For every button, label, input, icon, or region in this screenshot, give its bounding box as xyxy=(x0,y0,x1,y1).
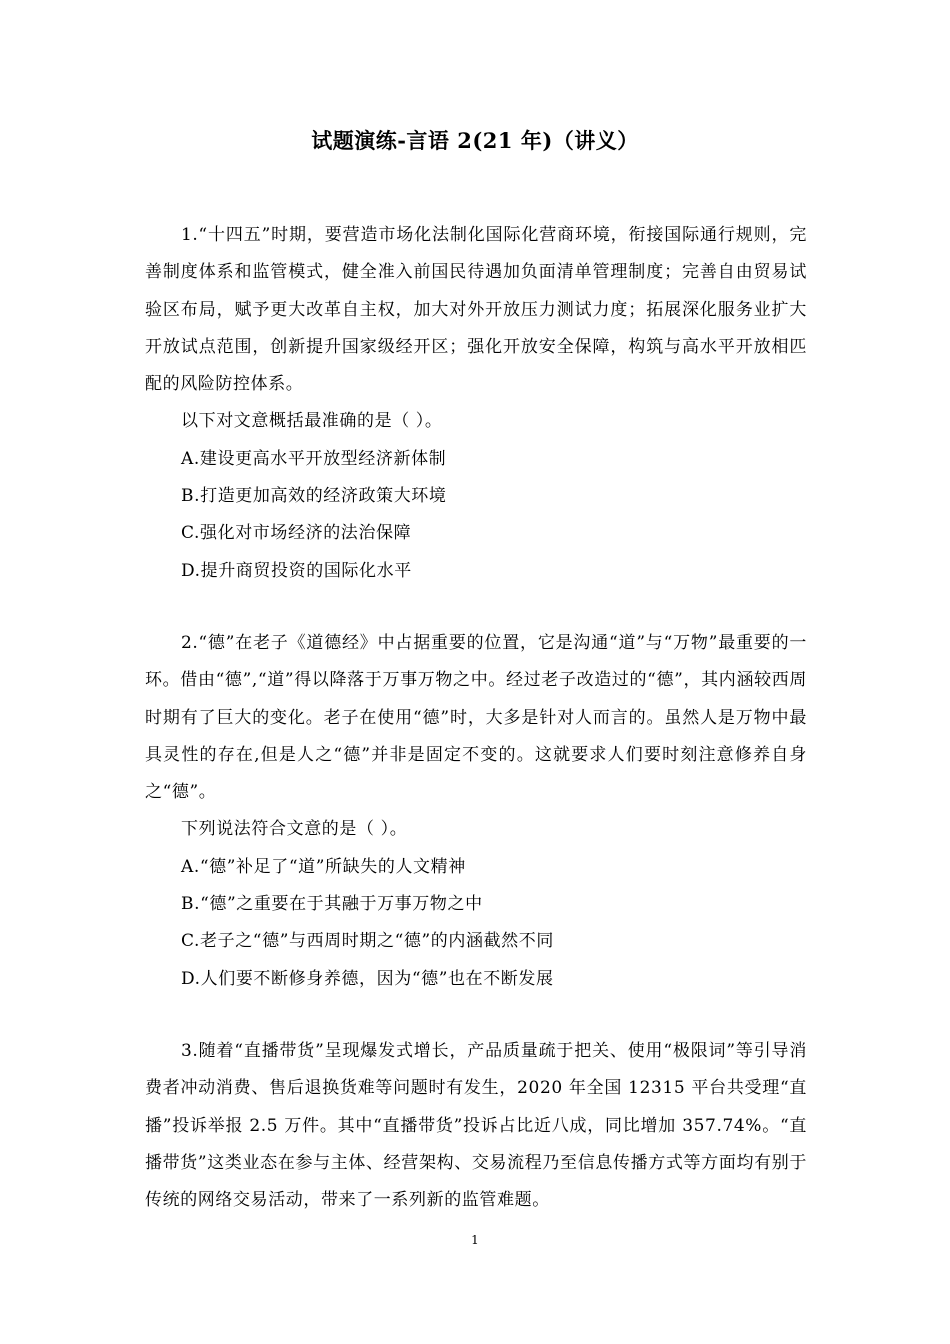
question-prompt: 以下对文意概括最准确的是（ ）。 xyxy=(181,411,443,432)
option-c: C.强化对市场经济的法治保障 xyxy=(181,523,412,544)
option-a: A.“德”补足了“道”所缺失的人文精神 xyxy=(181,856,466,877)
question-stem: 1.“十四五”时期，要营造市场化法制化国际化营商环境，衔接国际通行规则，完善制度体系和监管模式，健全准入前国民待遇加负面清单管理制度；完善自由贸易试验区布局，赋予更大改革自主权，加大对外开放压力测试力度；拓展深化服务业扩大开放试点范围，创新提升国家级经开区；强化开放安全保障，构筑与高水平开放相匹配的风险防控体系。 xyxy=(145,225,807,395)
page-number: 1 xyxy=(471,1233,479,1247)
page-title: 试题演练-言语 2(21 年)（讲义） xyxy=(311,128,639,153)
option-b: B.打造更加高效的经济政策大环境 xyxy=(181,486,447,507)
question-1 xyxy=(145,217,807,590)
question-stem: 3.随着“直播带货”呈现爆发式增长，产品质量疏于把关、使用“极限词”等引导消费者冲动消费、售后退换货难等问题时有发生，2020 年全国 12315 平台共受理“直播”投诉举报 2.5 万件。其中“直播带货”投诉占比近八成，同比增加 357.74%。“直播带货”这类业态在参与主体、经营架构、交易流程乃至信息传播方式等方面均有别于传统的网络交易活动，带来了一系列新的监管难题。 xyxy=(145,1041,807,1211)
option-c: C.老子之“德”与西周时期之“德”的内涵截然不同 xyxy=(181,931,554,952)
option-b: B.“德”之重要在于其融于万事万物之中 xyxy=(181,894,483,915)
question-stem: 2.“德”在老子《道德经》中占据重要的位置，它是沟通“道”与“万物”最重要的一环。借由“德”,“道”得以降落于万事万物之中。经过老子改造过的“德”，其内涵较西周时期有了巨大的变化。老子在使用“德”时，大多是针对人而言的。虽然人是万物中最具灵性的存在,但是人之“德”并非是固定不变的。这就要求人们要时刻注意修养自身之“德”。 xyxy=(145,633,807,803)
option-a: A.建设更高水平开放型经济新体制 xyxy=(181,448,447,469)
question-3 xyxy=(145,1033,807,1219)
option-d: D.提升商贸投资的国际化水平 xyxy=(181,560,412,581)
option-d: D.人们要不断修身养德，因为“德”也在不断发展 xyxy=(181,968,554,989)
question-prompt: 下列说法符合文意的是（ ）。 xyxy=(181,819,408,840)
question-2 xyxy=(145,625,807,998)
